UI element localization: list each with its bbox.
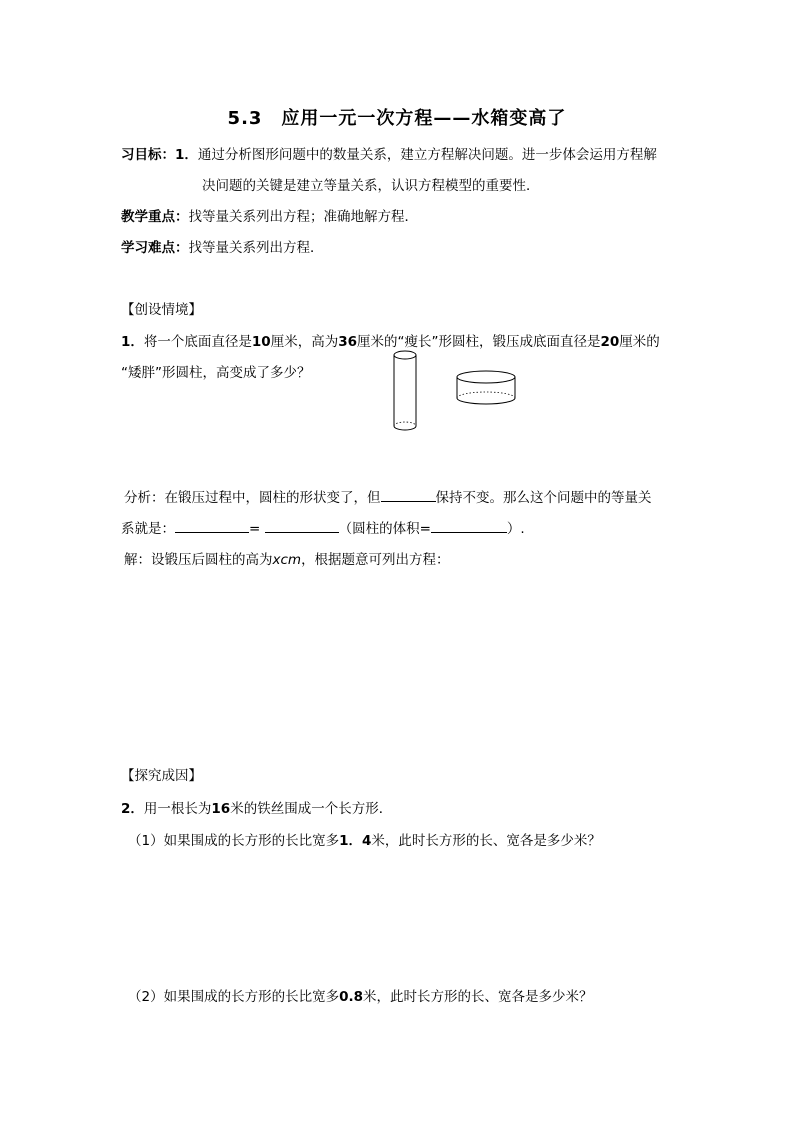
analysis-line1: [124, 489, 652, 507]
tall-cylinder-figure: [388, 348, 422, 434]
analysis-blank-2[interactable]: [175, 520, 249, 533]
analysis-text-b: 保持不变。那么这个问题中的等量关: [435, 490, 652, 506]
objectives-number: 1．: [175, 147, 198, 163]
analysis-blank-3[interactable]: [265, 520, 339, 533]
problem1-text-d: 厘米的: [619, 334, 660, 350]
problem1-line2: “矮胖”形圆柱，高变成了多少？: [121, 365, 311, 381]
problem1-value-10: 10: [251, 334, 271, 350]
objectives-line1: [121, 146, 657, 164]
question2-text-b: 米，此时长方形的长、宽各是多少米？: [363, 989, 593, 1005]
key-points-text: 找等量关系列出方程；准确地解方程．: [188, 209, 418, 225]
problem2-value-16: 16: [211, 801, 231, 817]
question1-text-b: 米，此时长方形的长、宽各是多少米？: [371, 833, 601, 849]
solution-text-b: ，根据题意可列出方程：: [301, 552, 450, 568]
solution-line: [124, 551, 450, 569]
problem2-text-a: 用一根长为: [143, 801, 212, 817]
analysis2-text-c: ）.: [506, 521, 525, 537]
problem1-text-b: 厘米，高为: [270, 334, 339, 350]
objectives-text-2: 决问题的关键是建立等量关系，认识方程模型的重要性．: [202, 178, 540, 194]
difficulties-label: 学习难点：: [121, 240, 189, 256]
analysis-blank-4[interactable]: [431, 520, 507, 533]
page-title: 5.3 应用一元一次方程——水箱变高了: [227, 108, 567, 129]
problem2-text-b: 米的铁丝围成一个长方形．: [230, 801, 393, 817]
difficulties-text: 找等量关系列出方程．: [188, 240, 324, 256]
analysis2-text-a: 系就是：: [121, 521, 175, 537]
question1-value: 1．4: [339, 833, 372, 849]
problem1-text-a: 将一个底面直径是: [143, 334, 252, 350]
problem1-value-36: 36: [338, 334, 357, 350]
analysis-line2: [121, 520, 525, 538]
problem1-number: 1．: [121, 334, 144, 350]
question2-text-a: （2）如果围成的长方形的长比宽多: [128, 989, 340, 1005]
problem2-line: [121, 800, 392, 818]
analysis-blank-1[interactable]: [381, 489, 436, 502]
objectives-text-1: 通过分析图形问题中的数量关系，建立方程解决问题。进一步体会运用方程解: [197, 147, 657, 163]
problem2-number: 2．: [121, 801, 144, 817]
question2-line: [128, 988, 593, 1006]
analysis2-text-b: （圆柱的体积=: [338, 521, 431, 537]
question1-line: [128, 832, 601, 850]
analysis2-equals: =: [249, 521, 261, 537]
key-points-label: 教学重点：: [121, 209, 189, 225]
objectives-label: 习目标：: [121, 147, 175, 163]
question2-value: 0.8: [339, 989, 364, 1005]
key-points: [121, 208, 418, 226]
short-cylinder-figure: [452, 368, 520, 410]
section2-heading: 【探究成因】: [121, 768, 202, 784]
section1-heading: 【创设情境】: [121, 302, 202, 318]
analysis-text-a: 分析：在锻压过程中，圆柱的形状变了，但: [124, 490, 381, 506]
problem1-text-c: 厘米的“瘦长”形圆柱，锻压成底面直径是: [357, 334, 601, 350]
problem1-value-20: 20: [600, 334, 620, 350]
difficulties: [121, 239, 324, 257]
question1-text-a: （1）如果围成的长方形的长比宽多: [128, 833, 340, 849]
solution-variable: xcm: [272, 552, 302, 568]
solution-text-a: 解：设锻压后圆柱的高为: [124, 552, 273, 568]
